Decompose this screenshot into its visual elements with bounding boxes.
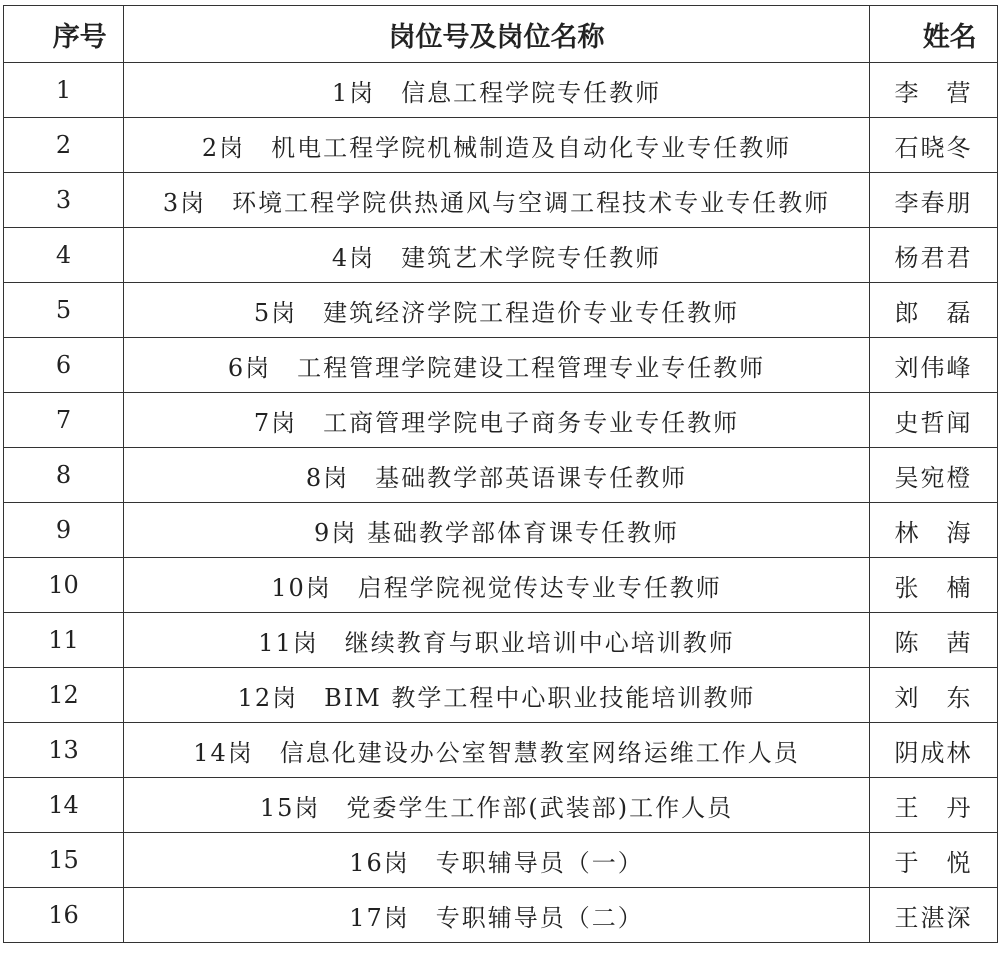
cell-post: 11岗 继续教育与职业培训中心培训教师 (124, 613, 870, 668)
cell-name: 刘 东 (870, 668, 998, 723)
table-row (4, 833, 998, 888)
table-row (4, 778, 998, 833)
cell-seq: 13 (4, 723, 124, 778)
cell-seq: 12 (4, 668, 124, 723)
cell-post: 9岗 基础教学部体育课专任教师 (124, 503, 870, 558)
cell-post: 8岗 基础教学部英语课专任教师 (124, 448, 870, 503)
header-name: 姓名 (870, 6, 998, 63)
cell-seq: 7 (4, 393, 124, 448)
table-row (4, 393, 998, 448)
cell-post: 6岗 工程管理学院建设工程管理专业专任教师 (124, 338, 870, 393)
table-row (4, 63, 998, 118)
cell-seq: 3 (4, 173, 124, 228)
cell-seq: 6 (4, 338, 124, 393)
cell-post: 7岗 工商管理学院电子商务专业专任教师 (124, 393, 870, 448)
cell-post: 14岗 信息化建设办公室智慧教室网络运维工作人员 (124, 723, 870, 778)
cell-post: 10岗 启程学院视觉传达专业专任教师 (124, 558, 870, 613)
cell-post: 3岗 环境工程学院供热通风与空调工程技术专业专任教师 (124, 173, 870, 228)
cell-seq: 2 (4, 118, 124, 173)
table-row (4, 613, 998, 668)
cell-seq: 9 (4, 503, 124, 558)
cell-name: 陈 茜 (870, 613, 998, 668)
table-row (4, 503, 998, 558)
table-row (4, 283, 998, 338)
table-row (4, 338, 998, 393)
cell-name: 阴成林 (870, 723, 998, 778)
table-header-row (4, 6, 998, 63)
cell-seq: 8 (4, 448, 124, 503)
table-row (4, 448, 998, 503)
cell-name: 张 楠 (870, 558, 998, 613)
cell-name: 吴宛橙 (870, 448, 998, 503)
cell-name: 林 海 (870, 503, 998, 558)
cell-name: 郎 磊 (870, 283, 998, 338)
table-row (4, 558, 998, 613)
cell-name: 王湛深 (870, 888, 998, 943)
cell-name: 李春朋 (870, 173, 998, 228)
header-post: 岗位号及岗位名称 (124, 6, 870, 63)
cell-post: 17岗 专职辅导员（二） (124, 888, 870, 943)
table-row (4, 668, 998, 723)
table-row (4, 118, 998, 173)
cell-seq: 14 (4, 778, 124, 833)
cell-name: 李 营 (870, 63, 998, 118)
cell-post: 12岗 BIM 教学工程中心职业技能培训教师 (124, 668, 870, 723)
cell-post: 4岗 建筑艺术学院专任教师 (124, 228, 870, 283)
cell-seq: 15 (4, 833, 124, 888)
cell-name: 杨君君 (870, 228, 998, 283)
table-row (4, 888, 998, 943)
cell-seq: 4 (4, 228, 124, 283)
cell-post: 15岗 党委学生工作部(武装部)工作人员 (124, 778, 870, 833)
cell-post: 5岗 建筑经济学院工程造价专业专任教师 (124, 283, 870, 338)
cell-name: 于 悦 (870, 833, 998, 888)
table-row (4, 173, 998, 228)
cell-seq: 5 (4, 283, 124, 338)
cell-name: 石晓冬 (870, 118, 998, 173)
cell-name: 王 丹 (870, 778, 998, 833)
cell-post: 16岗 专职辅导员（一） (124, 833, 870, 888)
header-seq: 序号 (4, 6, 124, 63)
hiring-roster-table (3, 5, 998, 943)
cell-seq: 11 (4, 613, 124, 668)
cell-post: 1岗 信息工程学院专任教师 (124, 63, 870, 118)
cell-post: 2岗 机电工程学院机械制造及自动化专业专任教师 (124, 118, 870, 173)
table-row (4, 723, 998, 778)
cell-name: 刘伟峰 (870, 338, 998, 393)
cell-name: 史哲闻 (870, 393, 998, 448)
table-row (4, 228, 998, 283)
cell-seq: 16 (4, 888, 124, 943)
cell-seq: 1 (4, 63, 124, 118)
cell-seq: 10 (4, 558, 124, 613)
